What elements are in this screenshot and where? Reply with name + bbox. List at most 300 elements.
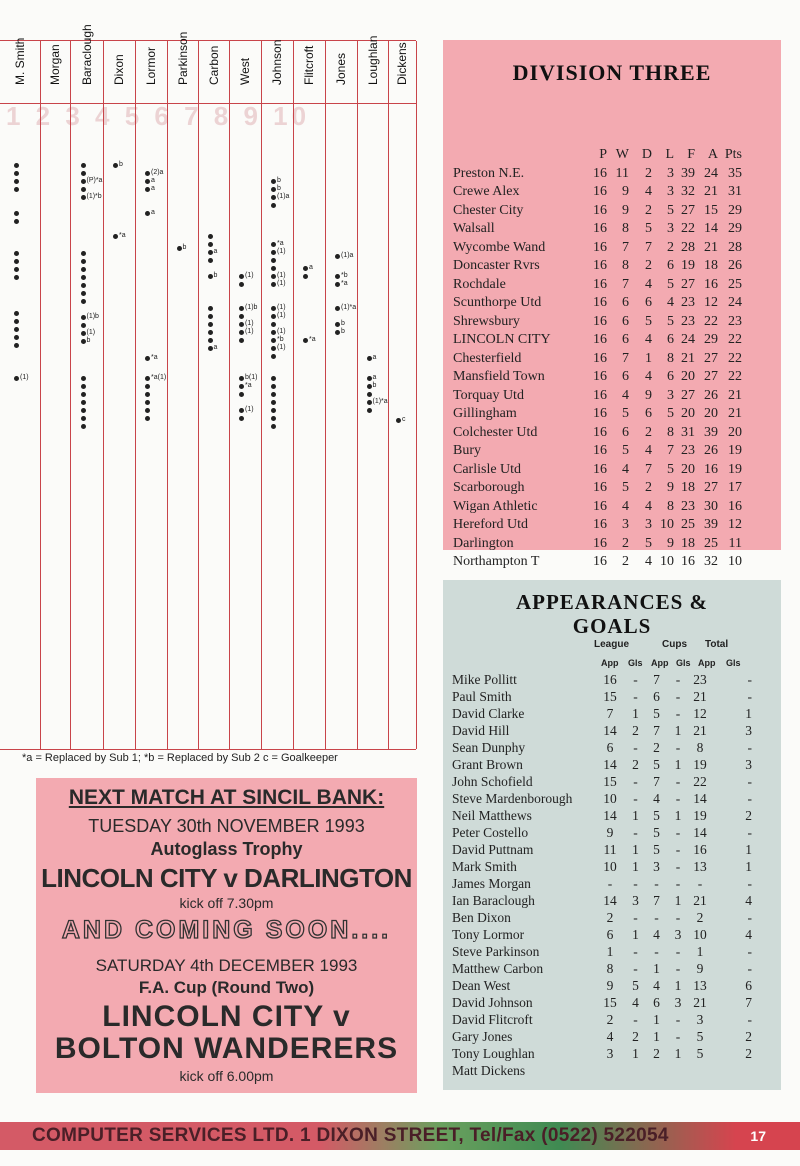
appearance-dot [81, 424, 86, 429]
appearances-subheader: App [698, 658, 716, 668]
team-name: Northampton T [453, 554, 540, 569]
stat-cell: - [747, 672, 752, 687]
stat-cell: 14 [693, 791, 707, 806]
stat-cell: 3 [606, 1046, 614, 1061]
appearance-note: (1) [277, 328, 286, 335]
table-row [453, 220, 742, 239]
stat-cell: 23 [681, 498, 695, 514]
player-name: Matthew Carbon [452, 961, 544, 976]
appearance-dot [14, 311, 19, 316]
stat-cell: 3 [667, 165, 674, 181]
player-name: Gary Jones [452, 1029, 513, 1044]
stat-cell: 11 [615, 165, 629, 181]
appearance-dot [271, 258, 276, 263]
stat-cell: 12 [693, 706, 707, 721]
stat-cell: 16 [681, 554, 695, 569]
appearance-note: *a [309, 336, 316, 343]
player-name: Mike Pollitt [452, 672, 517, 687]
table-row [453, 257, 742, 276]
player-column-name: M. Smith [13, 37, 27, 85]
stat-cell: 29 [728, 221, 742, 236]
stat-cell: 19 [693, 757, 707, 772]
stat-cell: 16 [593, 461, 607, 477]
stat-cell: 23 [693, 672, 707, 687]
stat-cell: 23 [681, 295, 695, 310]
appearance-note: (1)b [245, 304, 258, 311]
stat-cell: - [675, 944, 681, 959]
footer-sponsor-text: COMPUTER SERVICES LTD. 1 DIXON STREET, Tel/Fax (0522) 522054 [32, 1125, 669, 1146]
stat-cell: 4 [645, 184, 652, 199]
appearance-dot [145, 171, 150, 176]
stat-cell: 1 [653, 961, 660, 976]
stat-cell: 6 [622, 313, 629, 329]
appearance-dot [14, 335, 19, 340]
stat-cell: - [747, 876, 752, 891]
stat-cell: 27 [681, 202, 695, 218]
stat-cell: 22 [728, 332, 742, 347]
stat-cell: 16 [593, 350, 607, 366]
appearances-subheader: App [651, 658, 669, 668]
stat-cell: 21 [728, 387, 742, 403]
stat-cell: 1 [632, 859, 639, 874]
stat-cell: 2 [606, 1012, 614, 1027]
stat-cell: 16 [593, 332, 607, 347]
appearance-note: (1) [245, 272, 254, 279]
stat-cell: - [747, 740, 752, 755]
stat-cell: 16 [593, 184, 607, 199]
table-row [453, 331, 742, 350]
appearance-dot [81, 163, 86, 168]
stat-cell: 25 [704, 535, 718, 551]
stat-cell: 16 [704, 461, 718, 477]
stat-cell: 6 [622, 295, 629, 310]
appearance-note: a [372, 374, 377, 381]
appearance-dot [208, 330, 213, 335]
appearance-dot [367, 408, 372, 413]
stat-cell: 19 [681, 258, 695, 273]
stat-cell: 1 [674, 1046, 682, 1061]
player-column-name: Baraclough [79, 24, 94, 85]
next-match-kickoff: kick off 7.30pm [179, 895, 274, 911]
player-column-name: Loughlan [365, 35, 380, 85]
stat-cell: 5 [667, 461, 674, 477]
appearance-dot [14, 267, 19, 272]
appearance-note: (1) [245, 406, 254, 413]
player-name: Ben Dixon [452, 910, 511, 925]
appearance-dot [271, 306, 276, 311]
stat-cell: 6 [622, 369, 629, 384]
stat-cell: 10 [728, 554, 742, 569]
stat-cell: 24 [704, 165, 718, 181]
appearance-dot [208, 234, 213, 239]
appearance-dot [145, 187, 150, 192]
grid-column [103, 41, 136, 749]
stat-cell: 6 [667, 258, 674, 273]
player-name: Steve Mardenborough [452, 791, 573, 806]
stat-cell: 6 [606, 927, 614, 942]
stat-header: P [599, 147, 607, 162]
grid-legend: *a = Replaced by Sub 1; *b = Replaced by Sub 2 c = Goalkeeper [22, 752, 338, 764]
appearance-note: a [151, 209, 155, 216]
table-row [452, 739, 752, 756]
player-column-name: Morgan [48, 44, 62, 85]
appearance-note: b [341, 328, 345, 335]
appearance-dot [303, 338, 308, 343]
stat-cell: 35 [728, 165, 742, 181]
stat-cell: 2 [632, 723, 639, 738]
stat-cell: 16 [728, 498, 742, 514]
appearance-dot [239, 408, 244, 413]
table-row [453, 183, 742, 202]
appearance-dot [239, 274, 244, 279]
appearance-dot [271, 424, 276, 429]
stat-cell: 16 [593, 295, 607, 310]
stat-cell: - [675, 672, 681, 687]
appearance-note: *a [245, 382, 252, 389]
stat-cell: - [675, 842, 681, 857]
appearance-dot [239, 322, 244, 327]
stat-cell: 20 [681, 461, 695, 477]
stat-cell: 1 [632, 842, 639, 857]
stat-cell: 8 [696, 740, 704, 755]
appearance-dot [81, 251, 86, 256]
stat-cell: - [747, 689, 752, 704]
stat-cell: 16 [593, 165, 607, 181]
stat-cell: - [633, 910, 638, 925]
stat-cell: - [747, 774, 752, 789]
player-name: David Hill [452, 723, 510, 738]
stat-cell: 17 [728, 480, 742, 495]
stat-cell: 3 [622, 517, 629, 532]
stat-cell: 4 [667, 295, 674, 310]
stat-cell: 15 [603, 774, 617, 789]
appearance-note: (1) [277, 312, 286, 319]
appearance-note: a [151, 177, 155, 184]
player-name: Tony Loughlan [452, 1046, 535, 1061]
stat-cell: 30 [704, 498, 718, 514]
appearance-dot [81, 291, 86, 296]
stat-cell: 9 [622, 202, 629, 218]
stat-cell: 1 [674, 808, 682, 823]
table-row [453, 553, 742, 572]
appearance-dot [14, 319, 19, 324]
appearance-note: b [277, 177, 281, 184]
stat-cell: 4 [645, 443, 652, 458]
appearance-dot [81, 384, 86, 389]
stat-cell: 14 [603, 757, 617, 772]
stat-cell: 10 [660, 554, 674, 569]
stat-cell: 5 [667, 276, 674, 292]
appearances-subheader: Gls [676, 658, 691, 668]
grid-column [261, 41, 294, 749]
appearance-dot [81, 179, 86, 184]
appearance-dot [81, 376, 86, 381]
appearance-dot [271, 400, 276, 405]
stat-cell: - [607, 876, 613, 891]
stat-cell: 22 [728, 369, 742, 384]
stat-cell: - [633, 791, 638, 806]
coming-soon-kickoff: kick off 6.00pm [179, 1068, 274, 1084]
group-league: League [594, 639, 630, 650]
stat-cell: 4 [606, 1029, 614, 1044]
stat-cell: 9 [622, 184, 629, 199]
team-name: Torquay Utd [453, 387, 524, 403]
appearance-note: a [309, 264, 313, 271]
stat-cell: 22 [681, 221, 695, 236]
stat-cell: 21 [693, 995, 707, 1010]
stat-cell: 1 [674, 893, 682, 908]
grid-column-header [261, 41, 293, 104]
appearance-note: *a [277, 240, 284, 247]
stat-cell: 7 [645, 461, 652, 477]
stat-cell [594, 1062, 626, 1079]
appearance-note: *a [151, 354, 158, 361]
table-row [453, 498, 742, 517]
stat-cell: 8 [622, 221, 629, 236]
stat-cell: 29 [728, 202, 742, 218]
stat-cell: - [675, 689, 681, 704]
appearance-dot [271, 322, 276, 327]
grid-column-header [198, 41, 229, 104]
stat-cell: - [633, 740, 638, 755]
player-name: Steve Parkinson [452, 944, 540, 959]
stat-header: D [641, 147, 652, 162]
stat-cell: 4 [622, 498, 629, 514]
table-row [452, 790, 752, 807]
appearance-note: b [213, 272, 218, 279]
appearance-dot [271, 376, 276, 381]
appearance-note: (1)b [86, 313, 99, 320]
grid-column [167, 31, 199, 749]
stat-cell: 28 [681, 239, 695, 255]
stat-cell: 4 [645, 498, 652, 514]
appearance-dot [271, 384, 276, 389]
division-title: DIVISION THREE [512, 60, 712, 85]
stat-cell: 16 [593, 387, 607, 403]
appearance-dot [271, 266, 276, 271]
page-number: 17 [750, 1128, 766, 1144]
grid-watermark: 1 2 3 4 5 6 7 8 9 10 [6, 101, 311, 131]
stat-cell: 1 [745, 842, 752, 857]
stat-cell: - [633, 961, 638, 976]
stat-cell: - [675, 961, 681, 976]
appearance-note: *a [119, 232, 126, 239]
stat-cell: 5 [622, 480, 629, 495]
appearance-dot [367, 376, 372, 381]
stat-cell: 10 [603, 859, 617, 874]
appearance-dot [271, 408, 276, 413]
appearance-dot [81, 392, 86, 397]
stat-cell: 16 [593, 239, 607, 255]
stat-cell: - [654, 944, 659, 959]
table-row [452, 994, 752, 1011]
stat-cell: 14 [603, 893, 617, 908]
stat-cell: 31 [681, 424, 695, 440]
appearance-dot [303, 274, 308, 279]
appearance-dot [271, 282, 276, 287]
appearance-dot [239, 314, 244, 319]
stat-cell: 7 [622, 239, 629, 255]
appearance-dot [14, 343, 19, 348]
stat-cell: 2 [645, 202, 652, 218]
table-row [452, 858, 752, 875]
table-row [453, 368, 742, 387]
stat-cell: 7 [667, 443, 674, 458]
stat-cell: 16 [704, 276, 718, 292]
stat-cell: 1 [745, 859, 752, 874]
stat-cell: 20 [728, 424, 742, 440]
stat-cell: 26 [728, 258, 742, 273]
stat-cell: 4 [653, 978, 660, 993]
grid-column-header [103, 41, 135, 104]
player-name: Matt Dickens [452, 1063, 526, 1078]
stat-cell: 16 [593, 443, 607, 458]
stat-cell: 2 [745, 808, 752, 823]
appearance-note: (1) [277, 344, 286, 351]
stat-cell: 5 [667, 406, 674, 421]
appearance-dot [271, 416, 276, 421]
appearance-note: *a [341, 280, 348, 287]
stat-cell: 4 [645, 554, 652, 569]
team-name: Darlington [453, 535, 514, 551]
stat-cell: 2 [645, 424, 652, 440]
stat-cell: 3 [667, 387, 674, 403]
stat-cell: 5 [653, 808, 660, 823]
stat-cell: 6 [645, 406, 652, 421]
grid-column [198, 41, 230, 749]
appearance-note: a [372, 354, 377, 361]
appearance-dot [208, 346, 213, 351]
stat-cell: 23 [728, 313, 742, 329]
appearance-note: b [182, 244, 187, 251]
player-name: Grant Brown [452, 757, 523, 772]
appearance-dot [81, 339, 86, 344]
grid-column [293, 41, 326, 749]
league-table [453, 146, 742, 572]
stat-cell: 7 [653, 774, 660, 789]
appearance-note: (1)a [277, 193, 290, 200]
appearance-dot [145, 376, 150, 381]
appearance-dot [367, 384, 372, 389]
stat-cell: 13 [693, 859, 707, 874]
stat-cell: 2 [606, 910, 614, 925]
stat-cell: - [697, 876, 703, 891]
stat-cell: 9 [606, 978, 614, 993]
stat-cell: - [747, 944, 752, 959]
table-row [452, 977, 752, 994]
stat-cell: 39 [704, 517, 718, 532]
stat-cell: 4 [632, 995, 639, 1010]
appearance-dot [208, 242, 213, 247]
stat-cell: 7 [622, 276, 629, 292]
stat-cell: 2 [653, 1046, 660, 1061]
stat-cell: 10 [603, 791, 617, 806]
team-name: Rochdale [453, 276, 506, 292]
stat-cell: - [633, 1012, 638, 1027]
stat-cell: - [747, 1012, 752, 1027]
stat-cell: 13 [693, 978, 707, 993]
table-row [452, 892, 752, 909]
stat-cell: - [633, 774, 638, 789]
stat-cell: 1 [606, 944, 614, 959]
stat-cell: 3 [667, 221, 674, 236]
stat-cell: 1 [632, 1046, 639, 1061]
player-column-name: Lormor [144, 46, 158, 85]
appearance-dot [81, 275, 86, 280]
player-name: John Schofield [452, 774, 533, 789]
next-match-date: TUESDAY 30th NOVEMBER 1993 [88, 816, 365, 836]
stat-cell: 22 [693, 774, 707, 789]
stat-cell: 31 [728, 184, 742, 199]
appearance-dot [271, 354, 276, 359]
appearance-dot [239, 338, 244, 343]
stat-cell: 3 [667, 184, 674, 199]
stat-cell: 8 [606, 961, 614, 976]
appearance-note: b [86, 337, 91, 344]
stat-cell: 5 [622, 443, 629, 458]
next-match-competition: Autoglass Trophy [150, 839, 303, 859]
player-name: Peter Costello [452, 825, 529, 840]
stat-cell: 3 [674, 995, 682, 1010]
appearance-dot [303, 266, 308, 271]
stat-cell: 2 [645, 480, 652, 495]
stat-cell: 2 [745, 1046, 752, 1061]
stat-cell: 27 [681, 276, 695, 292]
stat-cell: 16 [593, 498, 607, 514]
table-row [452, 671, 752, 688]
stat-cell: 20 [704, 406, 718, 421]
stat-cell: 26 [704, 443, 718, 458]
team-name: Shrewsbury [453, 313, 520, 329]
team-name: Scunthorpe Utd [453, 295, 542, 310]
appearance-dot [177, 246, 182, 251]
appearance-dot [113, 163, 118, 168]
table-row [452, 926, 752, 943]
stat-cell: 5 [645, 535, 652, 551]
stat-cell: 2 [622, 554, 629, 569]
stat-cell: 15 [603, 689, 617, 704]
stat-cell: 21 [693, 723, 707, 738]
stat-cell: 6 [606, 740, 614, 755]
stat-cell: 5 [645, 221, 652, 236]
stat-cell: 28 [728, 239, 742, 255]
stat-cell: 3 [696, 1012, 704, 1027]
player-name: Ian Baraclough [452, 893, 535, 908]
stat-cell: 21 [704, 184, 718, 199]
appearance-dot [271, 195, 276, 200]
coming-soon-heading: AND COMING SOON.... [61, 916, 392, 944]
stat-cell: 10 [660, 517, 674, 532]
appearance-dot [208, 322, 213, 327]
appearance-dot [145, 408, 150, 413]
stat-cell: 2 [645, 165, 652, 181]
grid-column [135, 41, 168, 749]
stat-cell: 6 [667, 369, 674, 384]
appearance-dot [14, 275, 19, 280]
appearance-note: (1) [86, 329, 96, 336]
stat-cell: 8 [667, 350, 674, 366]
stat-cell: 16 [593, 554, 607, 569]
appearance-dot [81, 331, 86, 336]
stat-cell: 4 [622, 387, 629, 403]
stat-cell: 3 [745, 723, 752, 738]
appearance-dot [81, 416, 86, 421]
stat-cell: 14 [603, 723, 617, 738]
appearance-dot [208, 258, 213, 263]
stat-cell: - [675, 791, 681, 806]
appearance-dot [145, 416, 150, 421]
appearance-note: (1) [277, 272, 286, 279]
